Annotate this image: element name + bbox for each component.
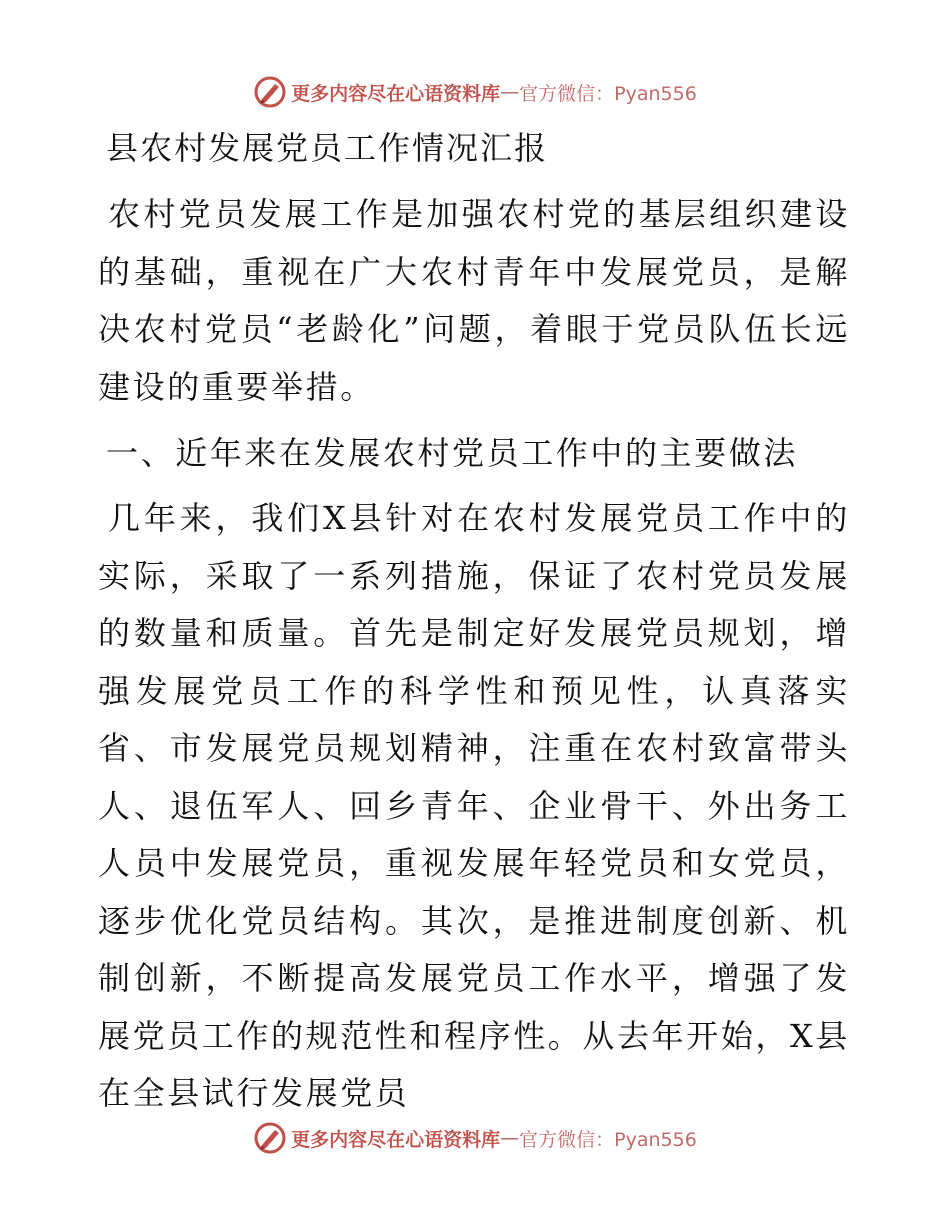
banner-separator: —	[500, 81, 520, 103]
pen-logo-icon	[253, 75, 287, 109]
header-watermark-banner	[0, 72, 950, 112]
banner-separator: —	[500, 1127, 520, 1149]
footer-watermark-banner	[0, 1118, 950, 1158]
document-body	[98, 120, 850, 1132]
paragraph-practices: 几年来，我们X县针对在农村发展党员工作中的实际，采取了一系列措施，保证了农村党员发展的数量和质量。首先是制定好发展党员规划，增强发展党员工作的科学性和预见性，认真落实省、市发展党员规划精神，注重在农村致富带头人、退伍军人、回乡青年、企业骨干、外出务工人员中发展党员，重视发展年轻党员和女党员，逐步优化党员结构。其次，是推进制度创新、机制创新，不断提高发展党员工作水平，增强了发展党员工作的规范性和程序性。从去年开始，X县在全县试行发展党员	[98, 499, 850, 1112]
paragraph-intro: 农村党员发展工作是加强农村党的基层组织建设的基础，重视在广大农村青年中发展党员，是解决农村党员“老龄化”问题，着眼于党员队伍长远建设的重要举措。	[98, 195, 850, 406]
banner-main-text: 更多内容尽在心语资料库	[291, 82, 501, 105]
pen-logo-icon	[253, 1121, 287, 1155]
banner-main-text: 更多内容尽在心语资料库	[291, 1128, 501, 1151]
section-heading: 一、近年来在发展农村党员工作中的主要做法	[106, 434, 799, 472]
banner-suffix-text: 官方微信：Pyan556	[519, 1128, 697, 1151]
document-title: 县农村发展党员工作情况汇报	[106, 129, 549, 167]
banner-suffix-text: 官方微信：Pyan556	[519, 82, 697, 105]
